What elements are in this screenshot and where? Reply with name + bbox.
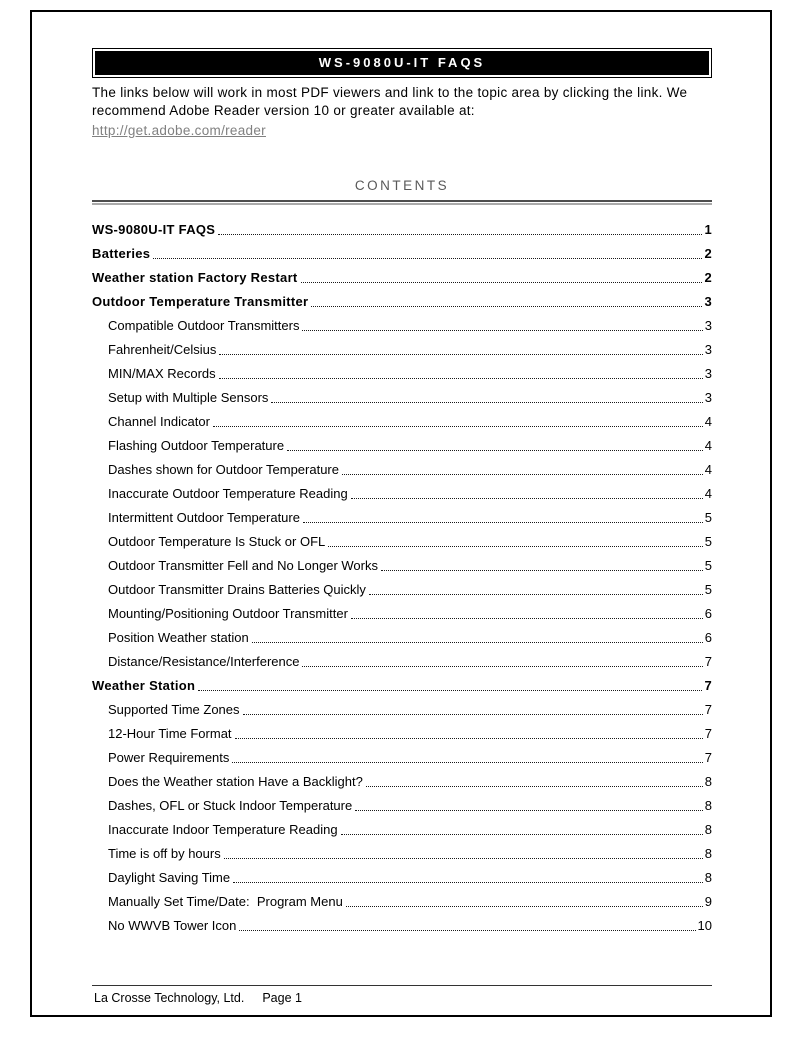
intro-paragraph bbox=[92, 84, 712, 140]
toc-page-number: 7 bbox=[704, 654, 712, 669]
toc-label: Setup with Multiple Sensors bbox=[108, 390, 269, 405]
toc-entry[interactable] bbox=[92, 866, 712, 890]
toc-entry[interactable] bbox=[92, 794, 712, 818]
toc-page-number: 5 bbox=[704, 558, 712, 573]
toc-dot-leader bbox=[351, 498, 703, 499]
toc-label: Mounting/Positioning Outdoor Transmitter bbox=[108, 606, 348, 621]
intro-text: The links below will work in most PDF viewers and link to the topic area by clicking the link. We recommend Adobe Reader version 10 or greater available at: bbox=[92, 85, 688, 118]
toc-label: Outdoor Transmitter Fell and No Longer Works bbox=[108, 558, 378, 573]
toc-page-number: 4 bbox=[704, 414, 712, 429]
toc-entry[interactable] bbox=[92, 434, 712, 458]
toc-entry[interactable] bbox=[92, 314, 712, 338]
toc-page-number: 6 bbox=[704, 606, 712, 621]
toc-label: Supported Time Zones bbox=[108, 702, 240, 717]
toc-dot-leader bbox=[213, 426, 703, 427]
toc-page-number: 7 bbox=[704, 702, 712, 717]
toc-dot-leader bbox=[328, 546, 703, 547]
toc-entry[interactable] bbox=[92, 458, 712, 482]
toc-label: No WWVB Tower Icon bbox=[108, 918, 237, 933]
toc-page-number: 7 bbox=[704, 726, 712, 741]
contents-heading: CONTENTS bbox=[354, 178, 450, 193]
toc-entry[interactable] bbox=[92, 530, 712, 554]
toc-page-number: 9 bbox=[704, 894, 712, 909]
toc-label: Position Weather station bbox=[108, 630, 249, 645]
toc-entry[interactable] bbox=[92, 290, 712, 314]
toc-dot-leader bbox=[252, 642, 703, 643]
toc-label: Dashes shown for Outdoor Temperature bbox=[108, 462, 339, 477]
footer-company: La Crosse Technology, Ltd. bbox=[94, 991, 245, 1005]
toc-dot-leader bbox=[232, 762, 702, 763]
toc-dot-leader bbox=[243, 714, 703, 715]
toc-label: Outdoor Temperature Transmitter bbox=[92, 294, 309, 309]
toc-label: Channel Indicator bbox=[108, 414, 210, 429]
toc-label: MIN/MAX Records bbox=[108, 366, 216, 381]
toc-entry[interactable] bbox=[92, 386, 712, 410]
toc-label: Compatible Outdoor Transmitters bbox=[108, 318, 300, 333]
toc-page-number: 7 bbox=[704, 678, 712, 693]
toc-page-number: 8 bbox=[704, 870, 712, 885]
toc-page-number: 1 bbox=[704, 222, 712, 237]
toc-page-number: 3 bbox=[704, 390, 712, 405]
toc-entry[interactable] bbox=[92, 410, 712, 434]
toc-entry[interactable] bbox=[92, 602, 712, 626]
toc-page-number: 5 bbox=[704, 582, 712, 597]
divider-light-line bbox=[92, 203, 712, 205]
toc-page-number: 5 bbox=[704, 510, 712, 525]
toc-page-number: 8 bbox=[704, 846, 712, 861]
page-title: WS-9080U-IT FAQS bbox=[95, 51, 709, 75]
toc-dot-leader bbox=[302, 330, 702, 331]
toc-entry[interactable] bbox=[92, 842, 712, 866]
toc-entry[interactable] bbox=[92, 482, 712, 506]
toc-dot-leader bbox=[303, 522, 703, 523]
toc-label: Flashing Outdoor Temperature bbox=[108, 438, 285, 453]
toc-page-number: 3 bbox=[704, 294, 712, 309]
page-footer bbox=[92, 985, 712, 1005]
toc-dot-leader bbox=[219, 354, 702, 355]
footer-page-number: Page 1 bbox=[262, 991, 302, 1005]
toc-page-number: 4 bbox=[704, 462, 712, 477]
toc-dot-leader bbox=[224, 858, 703, 859]
toc-dot-leader bbox=[351, 618, 703, 619]
toc-dot-leader bbox=[381, 570, 703, 571]
toc-page-number: 10 bbox=[697, 918, 712, 933]
toc-label: Inaccurate Indoor Temperature Reading bbox=[108, 822, 338, 837]
toc-label: Fahrenheit/Celsius bbox=[108, 342, 217, 357]
toc-page-number: 3 bbox=[704, 342, 712, 357]
toc-entry[interactable] bbox=[92, 722, 712, 746]
toc-entry[interactable] bbox=[92, 338, 712, 362]
toc-entry[interactable] bbox=[92, 746, 712, 770]
toc-dot-leader bbox=[218, 234, 702, 235]
contents-divider bbox=[92, 200, 712, 205]
toc-page-number: 3 bbox=[704, 318, 712, 333]
toc-dot-leader bbox=[355, 810, 703, 811]
toc-page-number: 2 bbox=[704, 270, 712, 285]
toc-list bbox=[92, 218, 712, 938]
toc-entry[interactable] bbox=[92, 218, 712, 242]
toc-label: Time is off by hours bbox=[108, 846, 221, 861]
toc-entry[interactable] bbox=[92, 674, 712, 698]
toc-label: Dashes, OFL or Stuck Indoor Temperature bbox=[108, 798, 353, 813]
toc-page-number: 3 bbox=[704, 366, 712, 381]
toc-entry[interactable] bbox=[92, 554, 712, 578]
toc-page-number: 8 bbox=[704, 774, 712, 789]
toc-label: Weather Station bbox=[92, 678, 196, 693]
toc-page-number: 2 bbox=[704, 246, 712, 261]
toc-dot-leader bbox=[287, 450, 703, 451]
toc-dot-leader bbox=[369, 594, 703, 595]
toc-dot-leader bbox=[233, 882, 703, 883]
toc-label: Outdoor Temperature Is Stuck or OFL bbox=[108, 534, 326, 549]
toc-entry[interactable] bbox=[92, 890, 712, 914]
toc-page-number: 6 bbox=[704, 630, 712, 645]
title-banner bbox=[92, 48, 712, 78]
toc-dot-leader bbox=[153, 258, 702, 259]
toc-entry[interactable] bbox=[92, 506, 712, 530]
toc-dot-leader bbox=[239, 930, 695, 931]
toc-label: Does the Weather station Have a Backlight? bbox=[108, 774, 363, 789]
toc-entry[interactable] bbox=[92, 770, 712, 794]
toc-page-number: 8 bbox=[704, 822, 712, 837]
toc-dot-leader bbox=[311, 306, 702, 307]
toc-dot-leader bbox=[219, 378, 703, 379]
toc-label: Daylight Saving Time bbox=[108, 870, 231, 885]
document-page bbox=[30, 10, 772, 1017]
toc-entry[interactable] bbox=[92, 266, 712, 290]
toc-label: Manually Set Time/Date: Program Menu bbox=[108, 894, 343, 909]
toc-entry[interactable] bbox=[92, 818, 712, 842]
toc-label: 12-Hour Time Format bbox=[108, 726, 232, 741]
toc-label: Inaccurate Outdoor Temperature Reading bbox=[108, 486, 348, 501]
toc-entry[interactable] bbox=[92, 650, 712, 674]
toc-dot-leader bbox=[271, 402, 702, 403]
toc-entry[interactable] bbox=[92, 914, 712, 938]
toc-entry[interactable] bbox=[92, 626, 712, 650]
toc-entry[interactable] bbox=[92, 362, 712, 386]
toc-page-number: 4 bbox=[704, 438, 712, 453]
toc-dot-leader bbox=[366, 786, 703, 787]
toc-label: Distance/Resistance/Interference bbox=[108, 654, 300, 669]
adobe-reader-link[interactable]: http://get.adobe.com/reader bbox=[92, 123, 266, 138]
toc-dot-leader bbox=[346, 906, 703, 907]
toc-entry[interactable] bbox=[92, 242, 712, 266]
toc-page-number: 8 bbox=[704, 798, 712, 813]
toc-label: Power Requirements bbox=[108, 750, 230, 765]
toc-label: Weather station Factory Restart bbox=[92, 270, 298, 285]
divider-dark-line bbox=[92, 200, 712, 202]
toc-page-number: 5 bbox=[704, 534, 712, 549]
toc-dot-leader bbox=[302, 666, 702, 667]
toc-label: Intermittent Outdoor Temperature bbox=[108, 510, 300, 525]
toc-label: WS-9080U-IT FAQS bbox=[92, 222, 216, 237]
toc-dot-leader bbox=[342, 474, 703, 475]
toc-label: Batteries bbox=[92, 246, 151, 261]
toc-label: Outdoor Transmitter Drains Batteries Quickly bbox=[108, 582, 366, 597]
toc-dot-leader bbox=[198, 690, 702, 691]
toc-page-number: 7 bbox=[704, 750, 712, 765]
toc-page-number: 4 bbox=[704, 486, 712, 501]
toc-dot-leader bbox=[301, 282, 703, 283]
toc-entry[interactable] bbox=[92, 698, 712, 722]
toc-entry[interactable] bbox=[92, 578, 712, 602]
toc-dot-leader bbox=[341, 834, 703, 835]
toc-dot-leader bbox=[235, 738, 703, 739]
